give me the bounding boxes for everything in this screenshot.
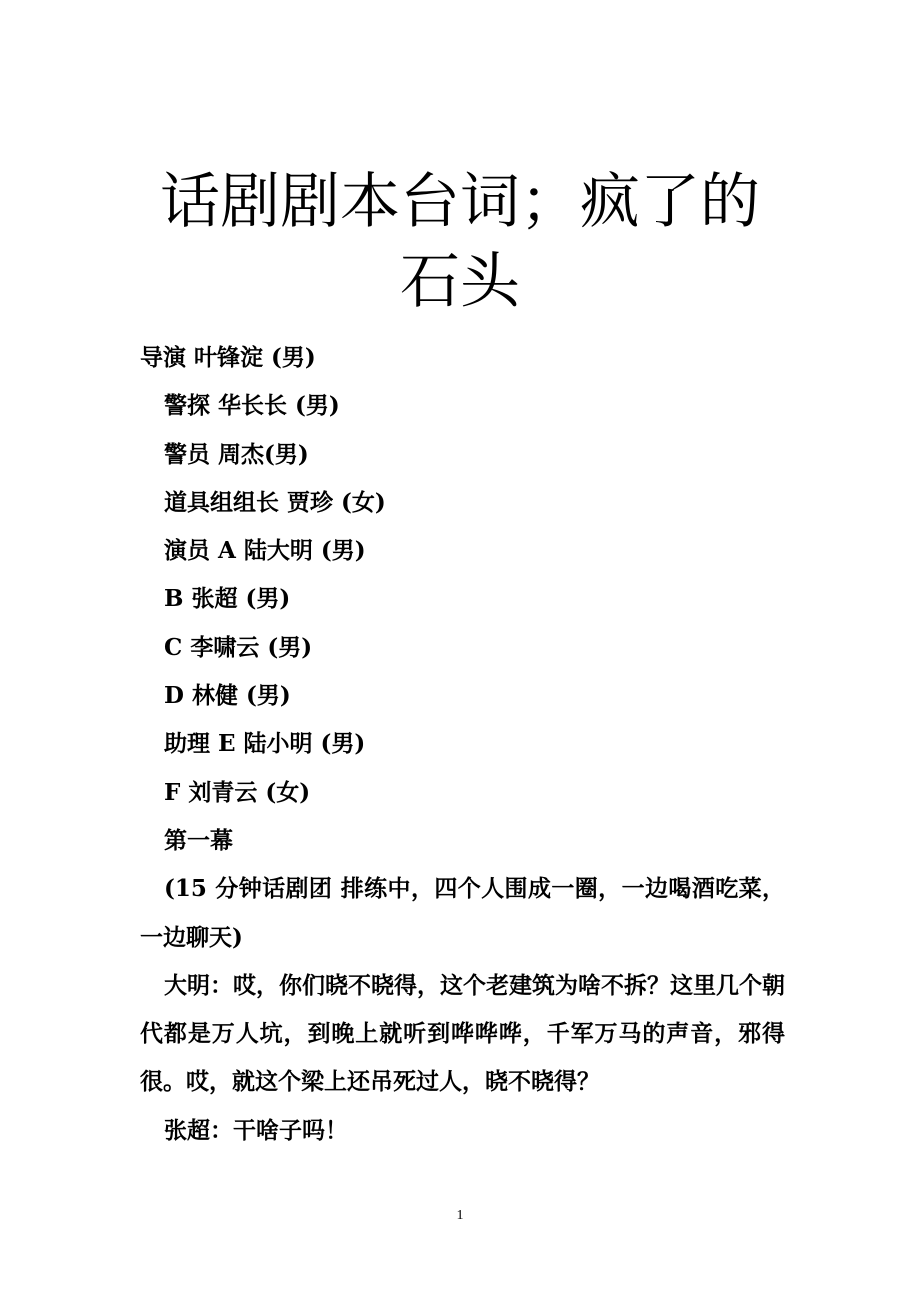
act-heading: 第一幕	[164, 826, 233, 854]
script-body	[140, 334, 785, 1155]
dialogue-zhangchao: 张超：干啥子吗！	[164, 1116, 348, 1144]
cast-detective: 警探 华长长 (男)	[164, 392, 340, 420]
cast-props-lead: 道具组组长 贾珍 (女)	[164, 488, 386, 516]
cast-assistant-f: F 刘青云 (女)	[164, 778, 311, 806]
document-title: 话剧剧本台词；疯了的石头	[160, 167, 760, 317]
stage-direction: (15 分钟话剧团 排练中，四个人围成一圈，一边喝酒吃菜，一边聊天)	[140, 875, 785, 951]
cast-officer: 警员 周杰(男)	[164, 440, 309, 468]
cast-actor-b: B 张超 (男)	[164, 585, 291, 613]
cast-actor-c: C 李啸云 (男)	[164, 633, 313, 661]
cast-actor-a: 演员 A 陆大明 (男)	[164, 537, 366, 565]
cast-assistant-e: 助理 E 陆小明 (男)	[164, 730, 366, 758]
cast-actor-d: D 林健 (男)	[164, 682, 291, 710]
cast-director: 导演 叶锋淀 (男)	[140, 344, 316, 371]
dialogue-daming: 大明：哎，你们晓不晓得，这个老建筑为啥不拆？这里几个朝代都是万人坑，到晚上就听到哗哗哗，千军万马的声音，邪得很。哎，就这个梁上还吊死过人，晓不晓得？	[140, 971, 785, 1096]
page-number: 1	[456, 1208, 464, 1223]
